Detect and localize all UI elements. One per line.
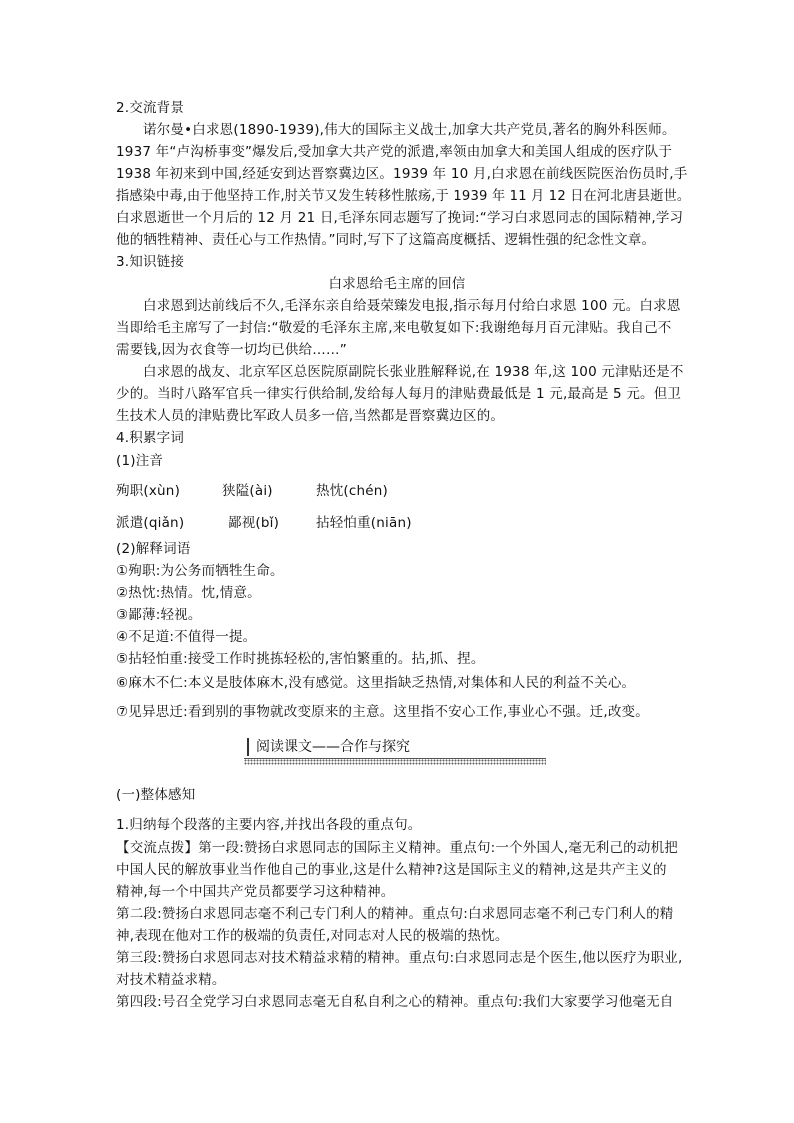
paragraph-line: 需要钱,因为衣食等一切均已供给……” (116, 342, 347, 358)
definition-item: ⑤拈轻怕重:接受工作时挑拣轻松的,害怕繁重的。拈,抓、捏。 (116, 651, 485, 667)
subheading-definitions: (2)解释词语 (116, 541, 191, 557)
paragraph-line: 诺尔曼•白求恩(1890-1939),伟大的国际主义战士,加拿大共产党员,著名的胸外科医师。 (143, 122, 676, 138)
answer-line: 对技术精益求精。 (116, 972, 226, 988)
pinyin-item: 殉职(xùn) (116, 483, 181, 499)
banner-underline (244, 758, 546, 765)
pinyin-item: 热忱(chén) (316, 483, 388, 499)
definition-item: ②热忱:热情。忱,情意。 (116, 585, 261, 601)
definition-item: ④不足道:不值得一提。 (116, 629, 257, 645)
paragraph-line: 白求恩逝世一个月后的 12 月 21 日,毛泽东同志题写了挽词:“学习白求恩同志的国际精神,学习 (116, 210, 684, 226)
section-3-heading: 3.知识链接 (116, 254, 185, 270)
answer-line: 第三段:赞扬白求恩同志对技术精益求精的精神。重点句:白求恩同志是个医生,他以医疗为职业, (116, 950, 683, 966)
section-4-heading: 4.积累字词 (116, 430, 185, 446)
answer-line: 第四段:号召全党学习白求恩同志毫无自私自利之心的精神。重点句:我们大家要学习他毫无自 (116, 994, 674, 1010)
paragraph-line: 白求恩到达前线后不久,毛泽东亲自给聂荣臻发电报,指示每月付给白求恩 100 元。白求恩 (143, 298, 681, 314)
paragraph-line: 少的。当时八路军官兵一律实行供给制,发给每人每月的津贴费最低是 1 元,最高是 5 元。但卫 (116, 386, 682, 402)
definition-item: ⑥麻木不仁:本义是肢体麻木,没有感觉。这里指缺乏热情,对集体和人民的利益不关心。 (116, 675, 636, 691)
paragraph-line: 1938 年初来到中国,经延安到达晋察冀边区。1939 年 10 月,白求恩在前线医院医治伤员时,手 (116, 166, 688, 182)
paragraph-line: 1937 年“卢沟桥事变”爆发后,受加拿大共产党的派遣,率领由加拿大和美国人组成的医疗队于 (116, 144, 673, 160)
banner-title: 阅读课文——合作与探究 (256, 739, 410, 755)
definition-item: ①殉职:为公务而牺牲生命。 (116, 563, 284, 579)
answer-line: 第二段:赞扬白求恩同志毫不利己专门利人的精神。重点句:白求恩同志毫不利己专门利人的精 (116, 906, 674, 922)
pinyin-item: 鄙视(bǐ) (228, 515, 280, 531)
question: 1.归纳每个段落的主要内容,并找出各段的重点句。 (116, 817, 422, 833)
pinyin-item: 拈轻怕重(niān) (316, 515, 412, 531)
paragraph-line: 生技术人员的津贴费比军政人员多一倍,当然都是晋察冀边区的。 (116, 408, 505, 424)
definition-item: ③鄙薄:轻视。 (116, 607, 202, 623)
paragraph-line: 白求恩的战友、北京军区总医院原副院长张业胜解释说,在 1938 年,这 100 元津贴还是不 (143, 364, 684, 380)
answer-line: 精神,每一个中国共产党员都要学习这种精神。 (116, 884, 395, 900)
paragraph-line: 指感染中毒,由于他坚持工作,肘关节又发生转移性脓疡,于 1939 年 11 月 12 日在河北唐县逝世。 (116, 188, 691, 204)
paragraph-line: 当即给毛主席写了一封信:“敬爱的毛泽东主席,来电敬复如下:我谢绝每月百元津贴。我自己不 (116, 320, 672, 336)
answer-line: 中国人民的解放事业当作他自己的事业,这是什么精神?这是国际主义的精神,这是共产主义的 (116, 862, 667, 878)
answer-line: 【交流点拨】第一段:赞扬白求恩同志的国际主义精神。重点句:一个外国人,毫无利己的动机把 (116, 840, 678, 856)
section-2-heading: 2.交流背景 (116, 100, 185, 116)
subheading-pinyin: (1)注音 (116, 453, 164, 469)
definition-item: ⑦见异思迁:看到别的事物就改变原来的主意。这里指不安心工作,事业心不强。迁,改变。 (116, 704, 649, 720)
pinyin-item: 狭隘(ài) (222, 483, 273, 499)
letter-title: 白求恩给毛主席的回信 (328, 276, 466, 292)
part-1-heading: (一)整体感知 (116, 787, 196, 803)
banner-marker (247, 738, 249, 756)
pinyin-item: 派遣(qiǎn) (116, 515, 185, 531)
answer-line: 神,表现在他对工作的极端的负责任,对同志对人民的极端的热忱。 (116, 928, 509, 944)
paragraph-line: 他的牺牲精神、责任心与工作热情。”同时,写下了这篇高度概括、逻辑性强的纪念性文章。 (116, 232, 656, 248)
section-banner (244, 736, 546, 766)
